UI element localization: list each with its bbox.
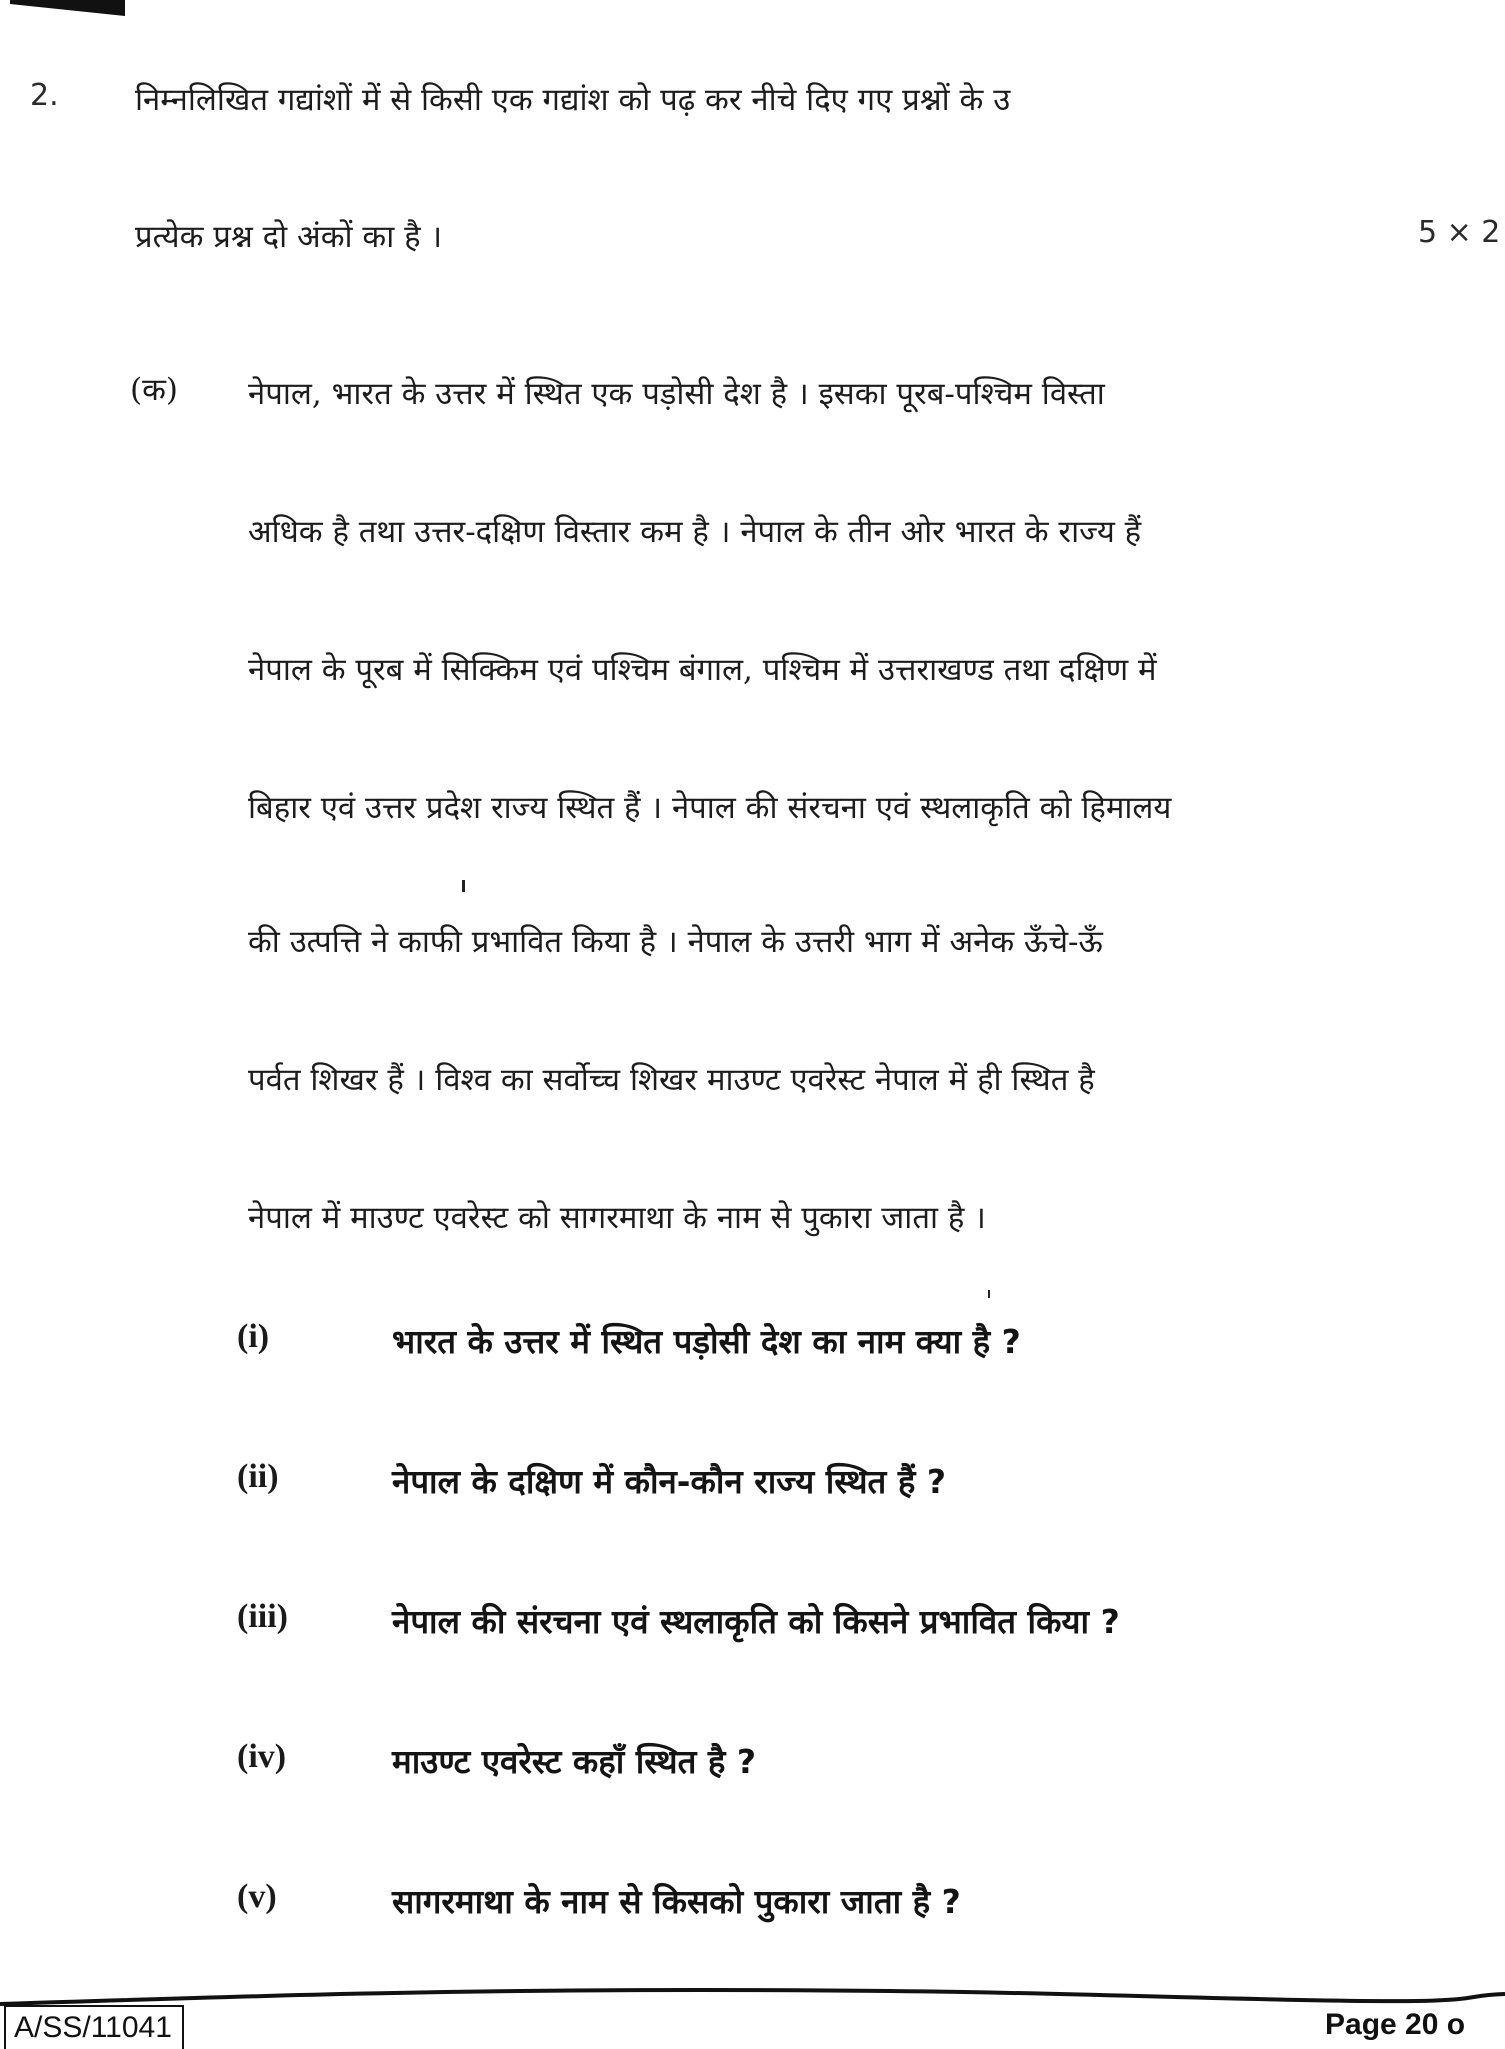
passage-line-3: नेपाल के पूरब में सिक्किम एवं पश्चिम बंगाल, पश्चिम में उत्तराखण्ड तथा दक्षिण में bbox=[248, 652, 1157, 688]
passage-line-5: की उत्पत्ति ने काफी प्रभावित किया है । नेपाल के उत्तरी भाग में अनेक ऊँचे-ऊँ bbox=[248, 924, 1103, 960]
passage-line-4: बिहार एवं उत्तर प्रदेश राज्य स्थित हैं । नेपाल की संरचना एवं स्थलाकृति को हिमालय bbox=[248, 790, 1172, 826]
scan-speck bbox=[462, 880, 465, 892]
sub-question bbox=[0, 1598, 1505, 1658]
sub-question-label: (iv) bbox=[237, 1738, 287, 1775]
paper-code: A/SS/11041 bbox=[4, 2005, 184, 2049]
sub-question-text: भारत के उत्तर में स्थित पड़ोसी देश का नाम क्या है ? bbox=[392, 1322, 1021, 1361]
sub-question bbox=[0, 1318, 1505, 1378]
instruction-line-1: निम्नलिखित गद्यांशों में से किसी एक गद्यांश को पढ़ कर नीचे दिए गए प्रश्नों के उ bbox=[135, 82, 1011, 118]
sub-question bbox=[0, 1878, 1505, 1938]
question-number: 2. bbox=[30, 78, 59, 113]
scan-speck bbox=[988, 1290, 990, 1298]
passage-line-6: पर्वत शिखर हैं । विश्व का सर्वोच्च शिखर माउण्ट एवरेस्ट नेपाल में ही स्थित है bbox=[248, 1062, 1095, 1098]
footer-divider bbox=[0, 1988, 1505, 2008]
sub-question-text: सागरमाथा के नाम से किसको पुकारा जाता है ? bbox=[392, 1882, 961, 1921]
sub-question bbox=[0, 1738, 1505, 1798]
sub-question-label: (iii) bbox=[237, 1598, 288, 1635]
passage-line-7: नेपाल में माउण्ट एवरेस्ट को सागरमाथा के नाम से पुकारा जाता है । bbox=[248, 1200, 986, 1236]
marks-allocation: 5 × 2 bbox=[1418, 215, 1501, 250]
sub-question-label: (ii) bbox=[237, 1458, 279, 1495]
passage-line-1: नेपाल, भारत के उत्तर में स्थित एक पड़ोसी देश है । इसका पूरब-पश्चिम विस्ता bbox=[248, 376, 1105, 412]
passage-line-2: अधिक है तथा उत्तर-दक्षिण विस्तार कम है । नेपाल के तीन ओर भारत के राज्य हैं bbox=[248, 514, 1142, 550]
sub-question bbox=[0, 1458, 1505, 1518]
passage-label: (क) bbox=[130, 372, 178, 408]
sub-question-label: (i) bbox=[237, 1318, 270, 1355]
instruction-line-2: प्रत्येक प्रश्न दो अंकों का है । bbox=[135, 219, 443, 255]
page-number: Page 20 o bbox=[1325, 2008, 1466, 2041]
sub-question-text: नेपाल के दक्षिण में कौन-कौन राज्य स्थित हैं ? bbox=[392, 1462, 947, 1501]
scan-corner-mark bbox=[10, 0, 125, 16]
sub-question-label: (v) bbox=[237, 1878, 277, 1915]
sub-question-text: नेपाल की संरचना एवं स्थलाकृति को किसने प्रभावित किया ? bbox=[392, 1602, 1120, 1641]
sub-question-text: माउण्ट एवरेस्ट कहाँ स्थित है ? bbox=[392, 1742, 757, 1781]
